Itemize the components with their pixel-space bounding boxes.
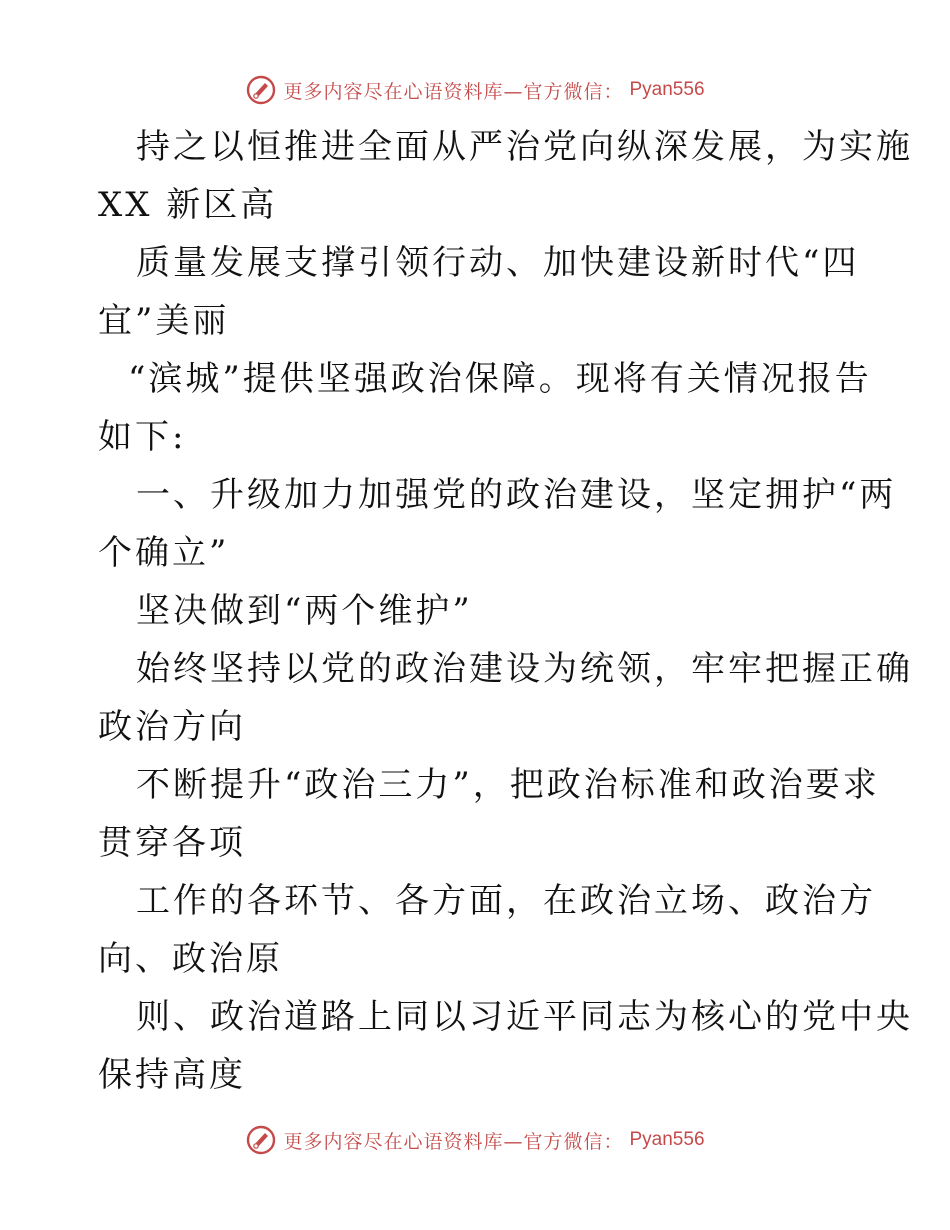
paragraph-line: XX 新区高 <box>98 185 278 225</box>
footer-watermark <box>0 1120 950 1160</box>
document-body <box>98 118 913 1104</box>
paragraph-line: 则、政治道路上同以习近平同志为核心的党中央 <box>136 997 913 1037</box>
paragraph-line: 贯穿各项 <box>98 823 246 863</box>
paragraph-line: 如下: <box>98 417 187 457</box>
header-watermark <box>0 70 950 110</box>
watermark-text: 更多内容尽在心语资料库—官方微信： <box>283 80 624 103</box>
paragraph-line: 始终坚持以党的政治建设为统领，牢牢把握正确 <box>136 649 913 689</box>
watermark-text: 更多内容尽在心语资料库—官方微信： <box>283 1130 624 1153</box>
logo-icon <box>245 74 277 106</box>
paragraph-line: 向、政治原 <box>98 939 283 979</box>
paragraph-line: 坚决做到“两个维护” <box>136 591 473 631</box>
paragraph-line: 政治方向 <box>98 707 246 747</box>
paragraph-line: 不断提升“政治三力”，把政治标准和政治要求 <box>136 765 880 805</box>
section-heading: 一、升级加力加强党的政治建设，坚定拥护“两 <box>136 475 897 515</box>
paragraph-line: 宜”美丽 <box>98 301 230 341</box>
paragraph-line: 工作的各环节、各方面，在政治立场、政治方 <box>136 881 876 921</box>
paragraph-line: 质量发展支撑引领行动、加快建设新时代“四 <box>136 243 860 283</box>
logo-icon <box>245 1124 277 1156</box>
paragraph-line: “滨城”提供坚强政治保障。现将有关情况报告 <box>128 359 872 399</box>
paragraph-line: 持之以恒推进全面从严治党向纵深发展，为实施 <box>136 127 913 167</box>
watermark-wechat-id: Pyan556 <box>629 1129 705 1150</box>
watermark-wechat-id: Pyan556 <box>629 79 705 100</box>
paragraph-line: 保持高度 <box>98 1055 246 1095</box>
section-heading: 个确立” <box>98 533 230 573</box>
